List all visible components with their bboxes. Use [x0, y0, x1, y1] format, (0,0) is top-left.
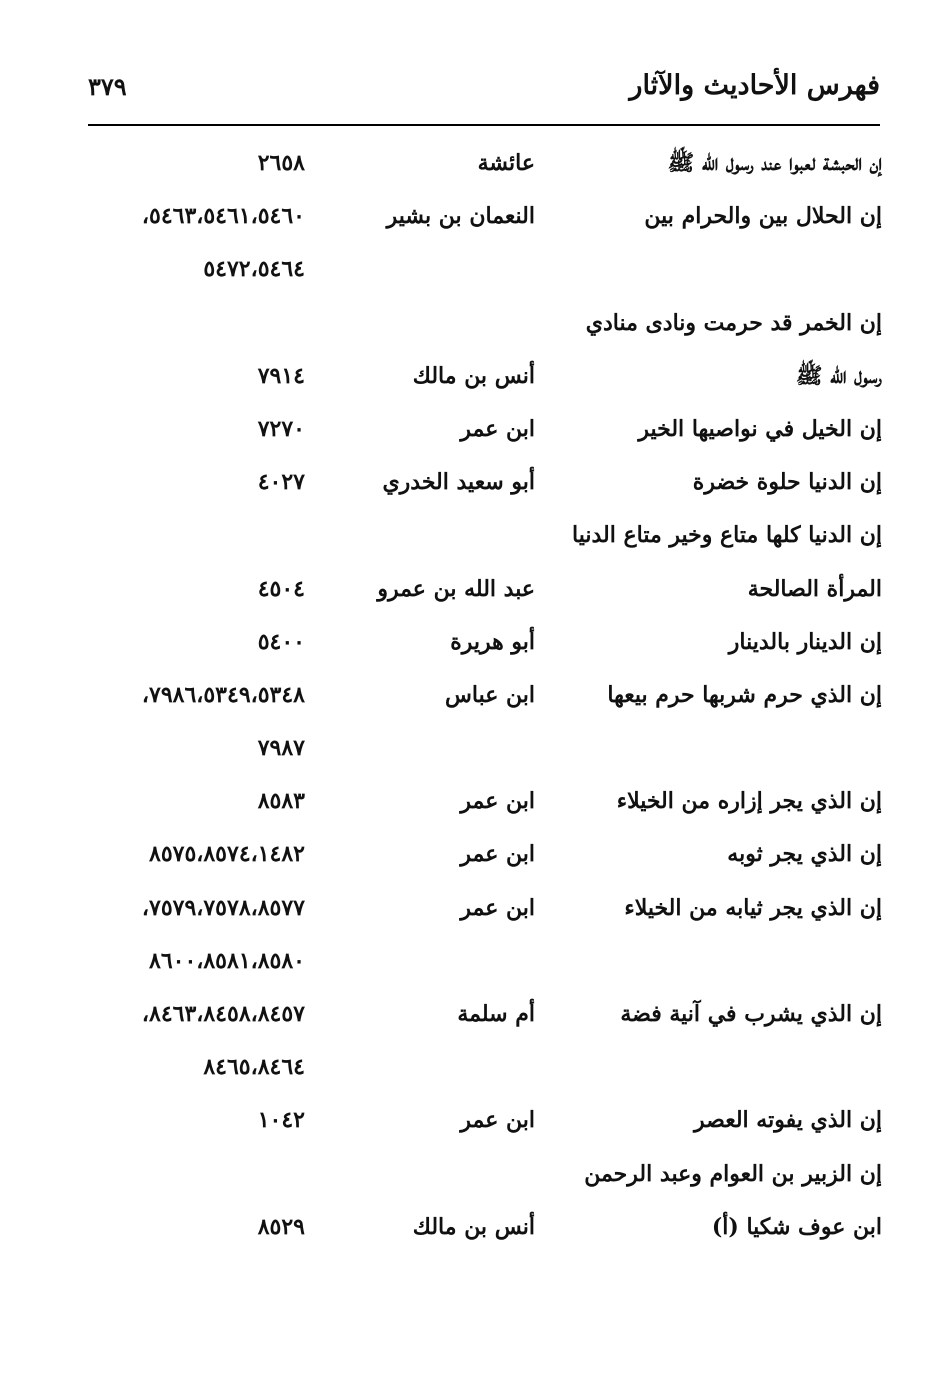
- page-number: ٣٧٩: [88, 72, 127, 101]
- hadith-text: إن الذي يفوته العصر: [693, 1107, 882, 1134]
- hadith-numbers: ٨٥٨٣: [257, 788, 305, 815]
- index-row: [0, 349, 930, 402]
- index-row: [0, 296, 930, 349]
- index-row: [0, 562, 930, 615]
- hadith-numbers: ٢٦٥٨: [257, 150, 305, 176]
- narrator-name: أم سلمة: [457, 1001, 535, 1027]
- hadith-numbers: ٥٤٠٠: [257, 628, 305, 655]
- hadith-text: ابن عوف شكيا (أ): [711, 1213, 882, 1240]
- index-row: [0, 136, 930, 189]
- narrator-name: أبو هريرة: [450, 628, 535, 655]
- page-title: فهرس الأحاديث والآثار: [629, 70, 880, 101]
- index-row: [0, 1200, 930, 1253]
- hadith-numbers: ٧٥٧٩،٧٥٧٨،٨٥٧٧،: [141, 894, 305, 921]
- hadith-text: إن الدينار بالدينار: [728, 628, 882, 655]
- hadith-text: إن الزبير بن العوام وعبد الرحمن: [584, 1160, 882, 1187]
- hadith-numbers: ٥٤٧٢،٥٤٦٤: [203, 256, 305, 283]
- index-row: [0, 1147, 930, 1200]
- hadith-text: إن الذي حرم شربها حرم بيعها: [607, 681, 882, 708]
- hadith-numbers: ٨٥٧٥،٨٥٧٤،١٤٨٢: [149, 841, 305, 868]
- index-entries: [0, 136, 930, 1253]
- narrator-name: ابن عباس: [445, 681, 535, 708]
- hadith-numbers: ٧٩٨٦،٥٣٤٩،٥٣٤٨،: [141, 681, 305, 708]
- hadith-numbers: ١٠٤٢: [257, 1107, 305, 1134]
- index-row: [0, 827, 930, 880]
- index-row: [0, 721, 930, 774]
- index-row: [0, 774, 930, 827]
- index-row: [0, 189, 930, 242]
- hadith-numbers: ٧٩٨٧: [257, 735, 305, 762]
- index-row: [0, 615, 930, 668]
- hadith-text: إن الخيل في نواصيها الخير: [638, 415, 882, 442]
- hadith-numbers: ٧٩١٤: [257, 362, 305, 389]
- hadith-numbers: ٤٠٢٧: [257, 469, 305, 496]
- index-row: [0, 1040, 930, 1093]
- index-row: [0, 402, 930, 455]
- narrator-name: النعمان بن بشير: [386, 203, 535, 230]
- page-header: [88, 64, 880, 120]
- index-row: [0, 881, 930, 934]
- narrator-name: عائشة: [477, 150, 535, 176]
- index-row: [0, 934, 930, 987]
- index-row: [0, 455, 930, 508]
- hadith-text: رسول الله ﷺ: [795, 362, 882, 389]
- index-row: [0, 1093, 930, 1146]
- hadith-numbers: ٨٤٦٥،٨٤٦٤: [203, 1054, 305, 1081]
- hadith-text: إن الحلال بين والحرام بين: [644, 203, 882, 230]
- hadith-text: إن الذي يشرب في آنية فضة: [620, 1001, 882, 1027]
- index-row: [0, 508, 930, 561]
- hadith-text: إن الذي يجر ثوبه: [727, 841, 882, 868]
- hadith-numbers: ٨٦٠٠،٨٥٨١،٨٥٨٠: [149, 947, 305, 974]
- hadith-numbers: ٨٤٦٣،٨٤٥٨،٨٤٥٧،: [141, 1001, 305, 1027]
- index-row: [0, 987, 930, 1040]
- header-rule: [88, 124, 880, 126]
- narrator-name: ابن عمر: [460, 788, 535, 815]
- hadith-text: إن الذي يجر إزاره من الخيلاء: [616, 788, 882, 815]
- narrator-name: ابن عمر: [460, 841, 535, 868]
- hadith-text: إن الخمر قد حرمت ونادى منادي: [585, 309, 882, 336]
- narrator-name: ابن عمر: [460, 415, 535, 442]
- narrator-name: ابن عمر: [460, 894, 535, 921]
- hadith-text: المرأة الصالحة: [747, 575, 882, 602]
- narrator-name: ابن عمر: [460, 1107, 535, 1134]
- index-row: [0, 242, 930, 295]
- hadith-numbers: ٤٥٠٤: [257, 575, 305, 602]
- hadith-text: إن الحبشة لعبوا عند رسول الله ﷺ: [667, 150, 882, 176]
- narrator-name: أبو سعيد الخدري: [382, 469, 535, 496]
- narrator-name: عبد الله بن عمرو: [377, 575, 535, 602]
- hadith-numbers: ٧٢٧٠: [257, 415, 305, 442]
- hadith-text: إن الذي يجر ثيابه من الخيلاء: [624, 894, 882, 921]
- narrator-name: أنس بن مالك: [412, 362, 535, 389]
- index-row: [0, 668, 930, 721]
- hadith-text: إن الدنيا كلها متاع وخير متاع الدنيا: [572, 522, 882, 549]
- hadith-numbers: ٥٤٦٣،٥٤٦١،٥٤٦٠،: [141, 203, 305, 230]
- narrator-name: أنس بن مالك: [412, 1213, 535, 1240]
- hadith-numbers: ٨٥٢٩: [257, 1213, 305, 1240]
- hadith-text: إن الدنيا حلوة خضرة: [692, 469, 882, 496]
